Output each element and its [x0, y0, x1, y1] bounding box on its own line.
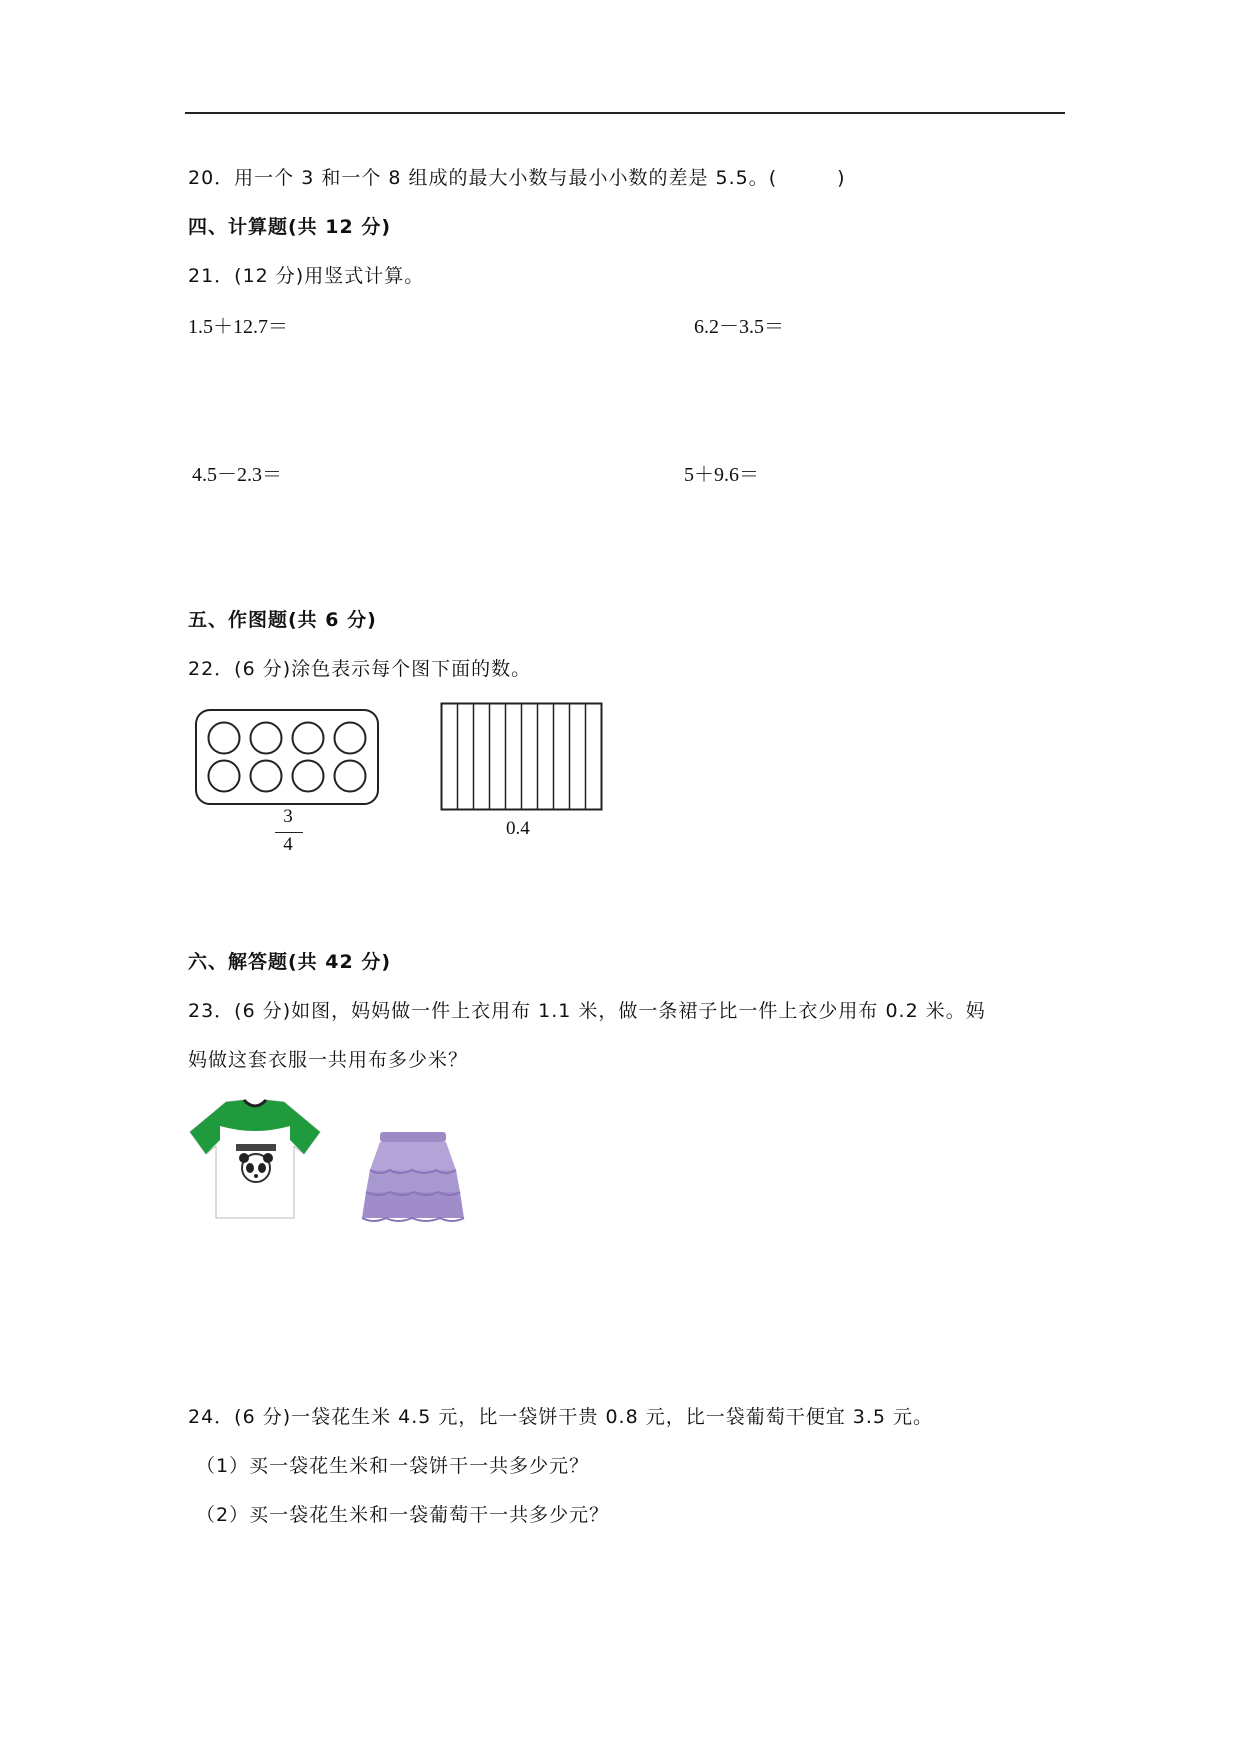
fraction-numerator: 3 [283, 806, 293, 827]
decimal-label: 0.4 [506, 818, 530, 839]
circle-3 [293, 723, 324, 754]
circle-box-figure [194, 708, 380, 808]
circle-2 [251, 723, 282, 754]
skirt-waistband [380, 1132, 446, 1142]
skirt-image [360, 1130, 466, 1224]
q24-sub2: （2）买一袋花生米和一袋葡萄干一共多少元？ [196, 1504, 610, 1526]
circle-4 [335, 723, 366, 754]
section5-title: 五、作图题(共 6 分) [188, 609, 377, 631]
circle-1 [209, 723, 240, 754]
q23-line2: 妈做这套衣服一共用布多少米？ [188, 1049, 469, 1071]
q21-text: 21．(12 分)用竖式计算。 [188, 265, 425, 287]
circle-6 [251, 761, 282, 792]
q21-expr-2: 6.2－3.5＝ [694, 316, 784, 338]
q22-text: 22．(6 分)涂色表示每个图下面的数。 [188, 658, 532, 680]
circle-8 [335, 761, 366, 792]
fraction-denominator: 4 [283, 834, 293, 855]
q21-expr-4: 5＋9.6＝ [684, 464, 759, 486]
q24-text: 24．(6 分)一袋花生米 4.5 元，比一袋饼干贵 0.8 元，比一袋葡萄干便宜 3.5 元。 [188, 1406, 934, 1428]
strip-rect-figure [440, 702, 604, 812]
circle-box-frame [196, 710, 378, 804]
header-rule [185, 112, 1065, 114]
q24-sub1: （1）买一袋花生米和一袋饼干一共多少元？ [196, 1455, 590, 1477]
circle-7 [293, 761, 324, 792]
q21-expr-1: 1.5＋12.7＝ [188, 316, 288, 338]
circle-5 [209, 761, 240, 792]
fraction-bar [275, 832, 303, 833]
q20-text: 20．用一个 3 和一个 8 组成的最大小数与最小小数的差是 5.5。( ) [188, 167, 846, 189]
q23-line1: 23．(6 分)如图，妈妈做一件上衣用布 1.1 米，做一条裙子比一件上衣少用布 0.2 米。妈 [188, 1000, 986, 1022]
section4-title: 四、计算题(共 12 分) [188, 216, 392, 238]
section6-title: 六、解答题(共 42 分) [188, 951, 392, 973]
q21-expr-3: 4.5－2.3＝ [192, 464, 282, 486]
tshirt-image [186, 1096, 324, 1222]
